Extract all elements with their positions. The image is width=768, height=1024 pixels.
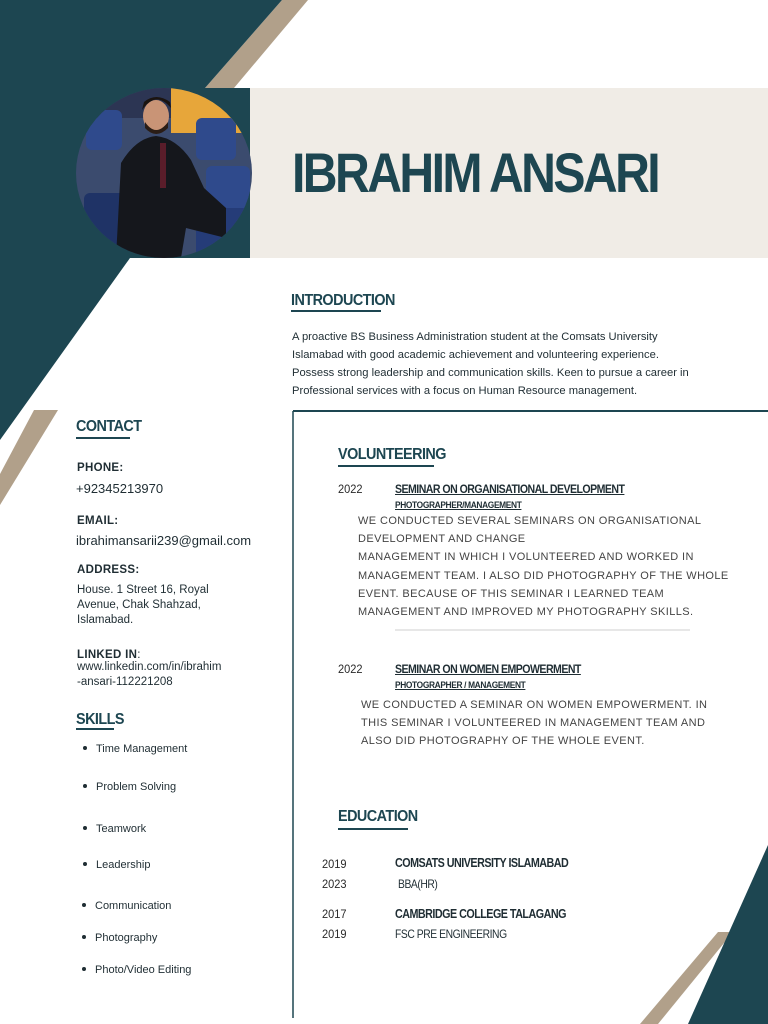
event-description-line: MANAGEMENT TEAM. I ALSO DID PHOTOGRAPHY OF THE WHOLE (358, 569, 729, 582)
phone-label: PHONE: (77, 462, 124, 474)
event-role: PHOTOGRAPHER / MANAGEMENT (395, 680, 526, 691)
intro-line: A proactive BS Business Administration student at the Comsats University (292, 331, 658, 343)
event-description (361, 696, 707, 751)
linkedin-url-line: -ansari-112221208 (77, 676, 173, 688)
intro-heading: INTRODUCTION (291, 292, 395, 309)
education-year-end: 2023 (322, 877, 347, 891)
event-year: 2022 (338, 662, 363, 676)
teal-corner-bottom-right (688, 845, 768, 1024)
education-institution: COMSATS UNIVERSITY ISLAMABAD (395, 856, 569, 870)
linkedin-url-line: www.linkedin.com/in/ibrahim (77, 661, 222, 673)
skill-item: Photo/Video Editing (82, 964, 191, 976)
contact-heading: CONTACT (76, 418, 142, 435)
event-description-line: MANAGEMENT IN WHICH I VOLUNTEERED AND WORKED IN (358, 551, 694, 564)
address-label: ADDRESS: (77, 564, 140, 576)
education-year-start: 2019 (322, 857, 347, 871)
education-year-end: 2019 (322, 927, 347, 941)
linkedin-label: LINKED IN (77, 649, 138, 661)
event-description-line: THIS SEMINAR I VOLUNTEERED IN MANAGEMENT TEAM AND (361, 717, 706, 730)
intro-line: Professional services with a focus on Human Resource management. (292, 385, 638, 397)
event-description (358, 512, 729, 621)
address-line: House. 1 Street 16, Royal (77, 584, 209, 596)
phone-value[interactable]: +92345213970 (76, 481, 164, 496)
address-line: Avenue, Chak Shahzad, (77, 599, 201, 611)
skill-item: Photography (82, 932, 157, 944)
contact-heading-underline (76, 437, 130, 439)
intro-line: Islamabad with good academic achievement and volunteering experience. (292, 349, 659, 361)
linkedin-colon: : (137, 649, 141, 661)
event-title: SEMINAR ON ORGANISATIONAL DEVELOPMENT (395, 482, 625, 496)
skill-item: Communication (82, 900, 171, 912)
volunteering-heading: VOLUNTEERING (338, 446, 446, 463)
intro-line: Possess strong leadership and communication skills. Keen to pursue a career in (292, 367, 689, 379)
profile-photo (76, 88, 252, 258)
education-heading: EDUCATION (338, 808, 418, 825)
volunteering-heading-underline (338, 465, 434, 467)
education-degree: BBA(HR) (398, 877, 438, 891)
address-line: Islamabad. (77, 614, 134, 626)
education-institution: CAMBRIDGE COLLEGE TALAGANG (395, 907, 566, 921)
education-heading-underline (338, 828, 408, 830)
event-year: 2022 (338, 482, 363, 496)
linkedin-url[interactable] (77, 660, 287, 690)
education-degree: FSC PRE ENGINEERING (395, 927, 507, 941)
email-value[interactable]: ibrahimansarii239@gmail.com (76, 533, 252, 548)
education-year-start: 2017 (322, 907, 347, 921)
skills-heading: SKILLS (76, 711, 124, 728)
address-value (77, 583, 277, 628)
event-description-line: ALSO DID PHOTOGRAPHY OF THE WHOLE EVENT. (361, 735, 645, 748)
skills-heading-underline (76, 728, 114, 730)
event-description-line: DEVELOPMENT AND CHANGE (358, 533, 526, 546)
skill-item: Leadership (83, 859, 150, 871)
skill-item: Problem Solving (83, 781, 176, 793)
skill-item: Time Management (83, 743, 187, 755)
event-title: SEMINAR ON WOMEN EMPOWERMENT (395, 662, 581, 676)
email-label: EMAIL: (77, 515, 119, 527)
event-description-line: MANAGEMENT AND IMPROVED MY PHOTOGRAPHY SKILLS. (358, 606, 694, 619)
intro-heading-underline (291, 310, 381, 312)
event-description-line: EVENT. BECAUSE OF THIS SEMINAR I LEARNED TEAM (358, 587, 665, 600)
candidate-name: IBRAHIM ANSARI (292, 141, 659, 204)
skill-item: Teamwork (83, 823, 146, 835)
event-description-line: WE CONDUCTED A SEMINAR ON WOMEN EMPOWERMENT. IN (361, 699, 708, 711)
event-role: PHOTOGRAPHER/MANAGEMENT (395, 500, 522, 511)
intro-paragraph (292, 328, 732, 400)
event-description-line: WE CONDUCTED SEVERAL SEMINARS ON ORGANISATIONAL (358, 515, 702, 527)
